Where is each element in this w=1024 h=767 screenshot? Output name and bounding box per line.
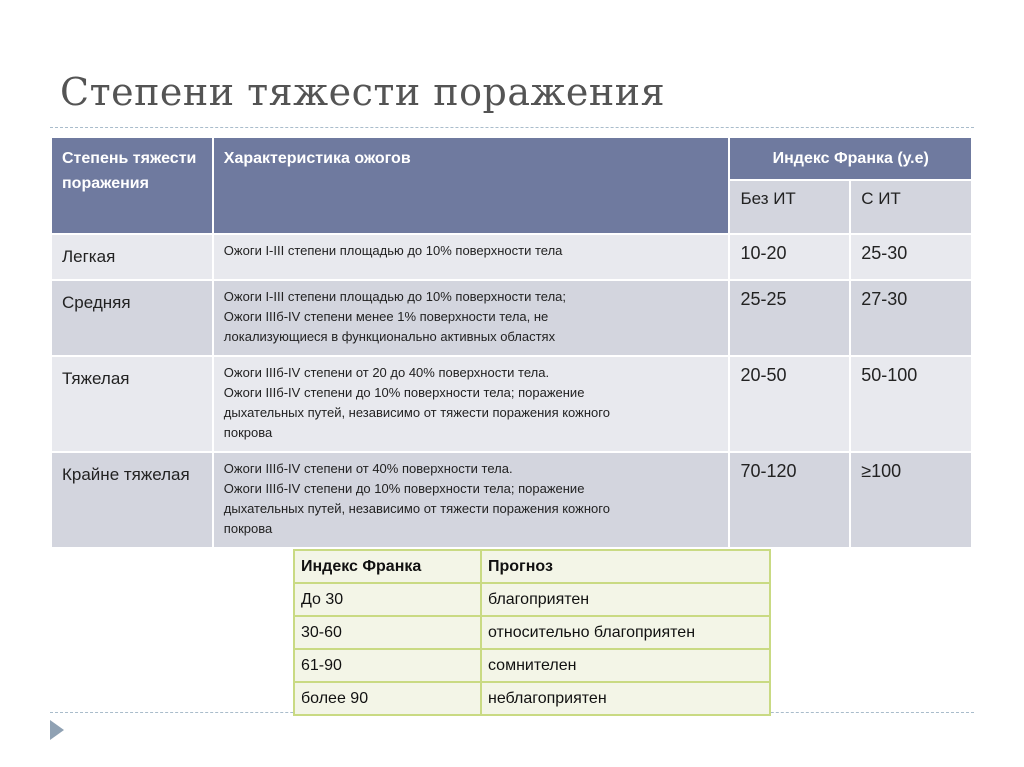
table-row	[294, 616, 770, 649]
description-line: Ожоги IIIб-IV степени от 40% поверхности тела.	[223, 461, 513, 476]
without-it-cell: 10-20	[729, 234, 850, 280]
header-without-it: Без ИТ	[729, 180, 850, 234]
header-with-it: С ИТ	[850, 180, 972, 234]
description-line: локализующиеся в функционально активных областях	[223, 329, 556, 344]
bullet-triangle-icon	[50, 720, 64, 740]
table-header-row	[294, 550, 770, 583]
prognosis-cell: благоприятен	[481, 583, 770, 616]
without-it-cell: 25-25	[729, 280, 850, 356]
description-line: дыхательных путей, независимо от тяжести поражения кожного	[223, 405, 610, 420]
description-cell	[213, 356, 730, 452]
description-line: Ожоги IIIб-IV степени от 20 до 40% поверхности тела.	[223, 365, 550, 380]
table-row	[294, 649, 770, 682]
prognosis-cell: неблагоприятен	[481, 682, 770, 715]
description-line: Ожоги IIIб-IV степени до 10% поверхности тела; поражение	[223, 481, 585, 496]
prognosis-table	[293, 549, 771, 716]
description-cell	[213, 280, 730, 356]
header-prognosis: Прогноз	[481, 550, 770, 583]
prognosis-cell: сомнителен	[481, 649, 770, 682]
header-frank-index: Индекс Франка (у.е)	[729, 137, 972, 180]
index-cell: 61-90	[294, 649, 481, 682]
table-row	[51, 356, 972, 452]
description-cell	[213, 234, 730, 280]
index-cell: До 30	[294, 583, 481, 616]
index-cell: более 90	[294, 682, 481, 715]
without-it-cell: 70-120	[729, 452, 850, 548]
index-cell: 30-60	[294, 616, 481, 649]
description-line: Ожоги I-III степени площадью до 10% поверхности тела	[223, 243, 563, 258]
slide-title: Степени тяжести поражения	[60, 70, 666, 114]
degree-cell: Тяжелая	[51, 356, 213, 452]
with-it-cell: 27-30	[850, 280, 972, 356]
degree-cell: Средняя	[51, 280, 213, 356]
description-line: Ожоги IIIб-IV степени менее 1% поверхности тела, не	[223, 309, 549, 324]
description-line: Ожоги I-III степени площадью до 10% поверхности тела;	[223, 289, 567, 304]
table-row	[294, 682, 770, 715]
divider-top	[50, 127, 974, 128]
table-row	[51, 452, 972, 548]
description-line: Ожоги IIIб-IV степени до 10% поверхности тела; поражение	[223, 385, 585, 400]
description-cell	[213, 452, 730, 548]
with-it-cell: 25-30	[850, 234, 972, 280]
header-frank-index: Индекс Франка	[294, 550, 481, 583]
degree-cell: Легкая	[51, 234, 213, 280]
table-row	[51, 234, 972, 280]
table-row	[51, 280, 972, 356]
with-it-cell: 50-100	[850, 356, 972, 452]
prognosis-cell: относительно благоприятен	[481, 616, 770, 649]
header-characteristic: Характеристика ожогов	[213, 137, 730, 234]
description-line: дыхательных путей, независимо от тяжести поражения кожного	[223, 501, 610, 516]
table-row	[294, 583, 770, 616]
with-it-cell: ≥100	[850, 452, 972, 548]
header-degree: Степень тяжести поражения	[51, 137, 213, 234]
degree-cell: Крайне тяжелая	[51, 452, 213, 548]
without-it-cell: 20-50	[729, 356, 850, 452]
description-line: покрова	[223, 521, 273, 536]
description-line: покрова	[223, 425, 273, 440]
burn-severity-table	[50, 136, 973, 549]
